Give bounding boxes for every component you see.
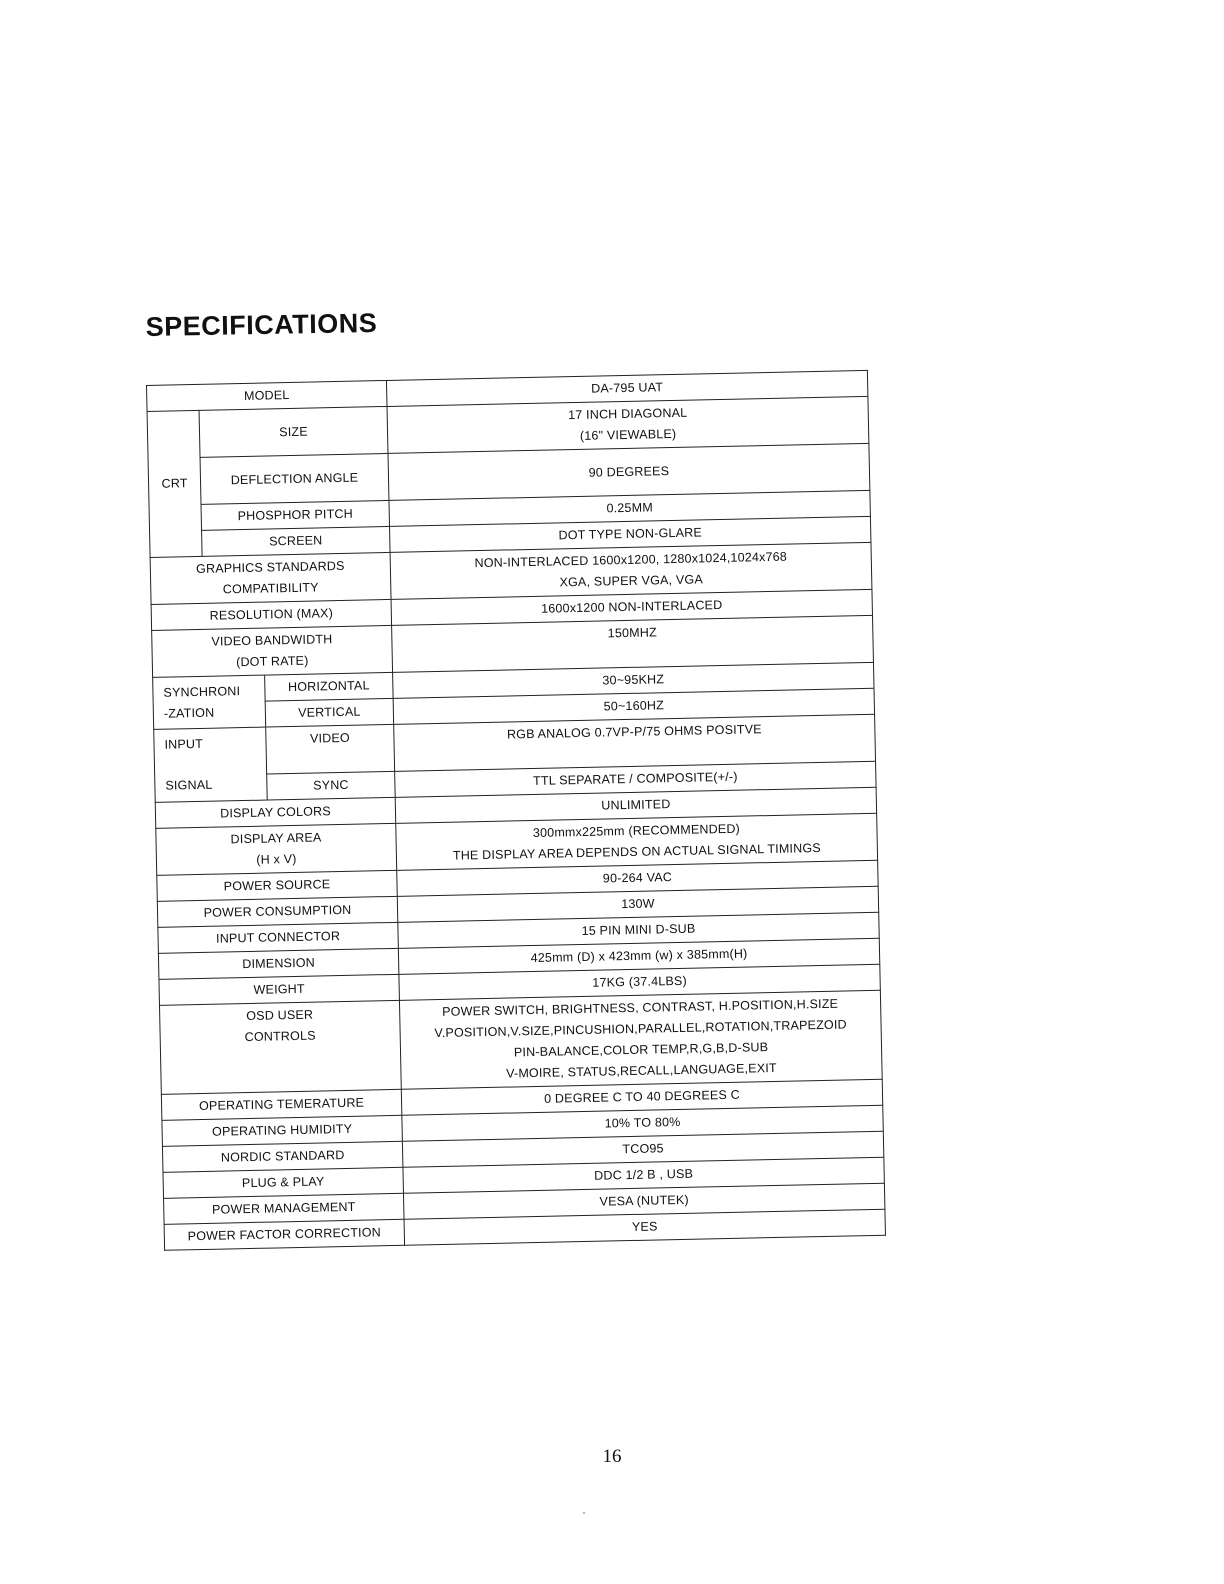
spec-value: 17KG (37.4LBS): [399, 964, 880, 1000]
spec-label-line: -ZATION: [163, 705, 215, 721]
page-number: 16: [602, 1446, 622, 1467]
page-title: SPECIFICATIONS: [145, 307, 378, 343]
spec-label: POWER SOURCE: [157, 870, 397, 901]
spec-table: [146, 370, 886, 1251]
spec-value-line: 17 INCH DIAGONAL: [567, 405, 688, 423]
spec-value: 0.25MM: [389, 490, 870, 526]
spec-label: POWER MANAGEMENT: [164, 1193, 404, 1224]
spec-label-line: SYNCHRONI: [163, 683, 241, 700]
spec-value: 15 PIN MINI D-SUB: [398, 912, 879, 948]
spec-label: HORIZONTAL: [265, 672, 394, 701]
spec-label: RESOLUTION (MAX): [151, 599, 391, 630]
spec-value: 30~95KHZ: [393, 662, 874, 698]
spec-value: 90 DEGREES: [388, 443, 870, 500]
spec-value: 425mm (D) x 423mm (w) x 385mm(H): [398, 938, 879, 974]
spec-label-line: DISPLAY AREA: [230, 830, 322, 847]
spec-label: NORDIC STANDARD: [162, 1141, 402, 1172]
spec-value: DOT TYPE NON-GLARE: [390, 516, 871, 552]
spec-label-line: CONTROLS: [244, 1028, 316, 1045]
spec-value: VESA (NUTEK): [403, 1183, 884, 1219]
spec-label: [150, 552, 391, 604]
spec-value-line: XGA, SUPER VGA, VGA: [559, 572, 704, 590]
spec-label: SCREEN: [202, 526, 391, 556]
spec-label-line: OSD USER: [246, 1007, 314, 1024]
spec-value: 150MHZ: [392, 615, 874, 672]
spec-label: VERTICAL: [265, 698, 394, 727]
spec-value: 0 DEGREE C TO 40 DEGREES C: [401, 1079, 882, 1115]
spec-value-line: V.POSITION,V.SIZE,PINCUSHION,PARALLEL,ROTATION,TRAPEZOID: [434, 1017, 847, 1041]
spec-label-line: COMPATIBILITY: [222, 580, 319, 597]
spec-value: TTL SEPARATE / COMPOSITE(+/-): [395, 761, 876, 797]
spec-label: POWER CONSUMPTION: [157, 896, 397, 927]
spec-label: SIZE: [199, 406, 388, 457]
spec-label: SYNC: [267, 771, 396, 800]
spec-group-label: [154, 727, 268, 802]
spec-value: UNLIMITED: [395, 787, 876, 823]
spec-label: POWER FACTOR CORRECTION: [164, 1219, 404, 1250]
spec-value-line: NON-INTERLACED 1600x1200, 1280x1024,1024x768: [474, 549, 788, 571]
spec-value: 1600x1200 NON-INTERLACED: [391, 589, 872, 625]
spec-value: TCO95: [402, 1131, 883, 1167]
spec-value: 50~160HZ: [393, 688, 874, 724]
spec-label: WEIGHT: [159, 974, 399, 1005]
spec-label: VIDEO: [266, 724, 395, 774]
spec-group-label: [153, 675, 266, 729]
spec-label: DIMENSION: [158, 948, 398, 979]
spec-label: PHOSPHOR PITCH: [201, 500, 390, 530]
spec-group-label: CRT: [147, 410, 202, 557]
spec-label: OPERATING HUMIDITY: [162, 1115, 402, 1146]
spec-value: RGB ANALOG 0.7VP-P/75 OHMS POSITVE: [394, 714, 876, 771]
spec-value: YES: [404, 1209, 885, 1245]
scan-speck: [583, 1512, 585, 1514]
spec-label: DISPLAY COLORS: [155, 797, 395, 828]
spec-value-line: THE DISPLAY AREA DEPENDS ON ACTUAL SIGNAL TIMINGS: [452, 840, 821, 863]
spec-label: MODEL: [147, 380, 387, 411]
spec-label: DEFLECTION ANGLE: [200, 453, 389, 504]
spec-value: DDC 1/2 B , USB: [403, 1157, 884, 1193]
spec-value: 90-264 VAC: [397, 860, 878, 896]
spec-label-line: (DOT RATE): [235, 653, 309, 670]
spec-value-line: POWER SWITCH, BRIGHTNESS, CONTRAST, H.POSITION,H.SIZE: [442, 996, 839, 1019]
spec-value-line: PIN-BALANCE,COLOR TEMP,R,G,B,D-SUB: [513, 1040, 769, 1060]
spec-table-wrapper: [146, 370, 886, 1251]
spec-label: [156, 823, 397, 875]
spec-label-line: GRAPHICS STANDARDS: [195, 558, 345, 576]
spec-label-line: VIDEO BANDWIDTH: [211, 632, 333, 649]
spec-label: [152, 625, 393, 677]
spec-label: INPUT CONNECTOR: [158, 922, 398, 953]
spec-label: PLUG & PLAY: [163, 1167, 403, 1198]
spec-value: 130W: [397, 886, 878, 922]
spec-label-line: SIGNAL: [165, 777, 213, 793]
spec-value-line: V-MOIRE, STATUS,RECALL,LANGUAGE,EXIT: [506, 1060, 777, 1081]
spec-label: [159, 1000, 401, 1094]
spec-label-line: (H x V): [256, 851, 297, 867]
spec-value-line: (16" VIEWABLE): [579, 426, 677, 443]
spec-value: [399, 990, 882, 1089]
spec-label: OPERATING TEMERATURE: [161, 1089, 401, 1120]
table-row: [159, 990, 882, 1094]
spec-value: DA-795 UAT: [386, 370, 867, 406]
spec-label-line: INPUT: [164, 736, 204, 752]
spec-value: 10% TO 80%: [402, 1105, 883, 1141]
spec-value-line: 300mmx225mm (RECOMMENDED): [532, 821, 741, 840]
